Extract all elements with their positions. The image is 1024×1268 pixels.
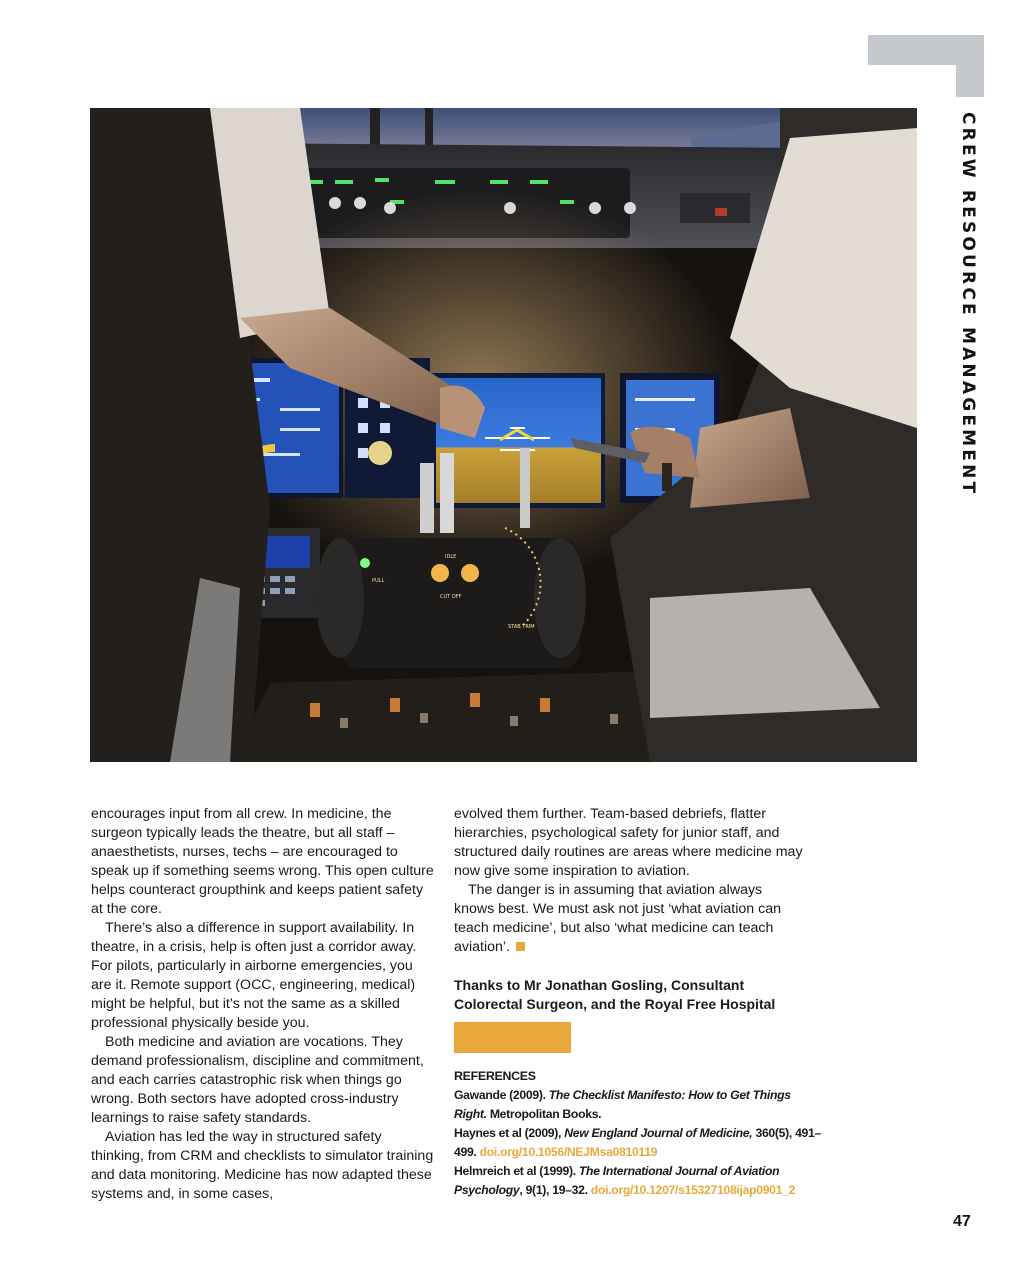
reference-doi-link[interactable]: doi.org/10.1056/NEJMsa0810119 <box>479 1145 658 1159</box>
accent-bar <box>454 1022 571 1053</box>
cockpit-photo <box>90 108 917 762</box>
reference-item <box>454 1124 824 1162</box>
paragraph: There’s also a difference in support availability. In theatre, in a crisis, help is often just a corridor away. For pilots, particularly in airborne emergencies, you are it. Remote support (OCC, engineering, medical) might be helpful, but it’s not the same as a skilled professional physically beside you. <box>91 920 417 1031</box>
reference-item <box>454 1086 824 1124</box>
corner-tab-leg <box>956 35 984 97</box>
photo-label-idle: IDLE <box>445 554 457 560</box>
reference-author: Haynes et al (2009), <box>454 1126 565 1140</box>
references-heading: REFERENCES <box>454 1069 536 1083</box>
right-column <box>454 805 804 957</box>
paragraph: Both medicine and aviation are vocations. They demand professionalism, discipline and commitment, and each carries catastrophic risk when things go wrong. Both sectors have adopted cross-industry learnings to raise safety standards. <box>91 1034 424 1126</box>
end-mark-square <box>516 942 525 951</box>
reference-details: 360(5), 491–499. <box>454 1126 821 1159</box>
reference-author: Gawande (2009). <box>454 1088 549 1102</box>
reference-details: , 9(1), 19–32. <box>519 1183 591 1197</box>
paragraph-final-text: The danger is in assuming that aviation always knows best. We must ask not just ‘what aviation can teach medicine’, but also ‘what medicine can teach aviation’. <box>454 882 781 955</box>
reference-item <box>454 1162 824 1200</box>
acknowledgement: Thanks to Mr Jonathan Gosling, Consultant Colorectal Surgeon, and the Royal Free Hospital <box>454 977 776 1012</box>
reference-author: Helmreich et al (1999). <box>454 1164 579 1178</box>
paragraph: Aviation has led the way in structured safety thinking, from CRM and checklists to simulator training and data monitoring. Medicine has now adapted these systems and, in some cases, <box>91 1129 434 1202</box>
reference-doi-link[interactable]: doi.org/10.1207/s15327108ijap0901_2 <box>590 1183 796 1197</box>
photo-label-stab-trim: STAB TRIM <box>508 624 535 630</box>
photo-label-pull: PULL <box>372 578 385 584</box>
references <box>454 1067 824 1200</box>
left-column <box>91 805 436 1204</box>
corner-tab-graphic <box>868 35 984 97</box>
section-label: CREW RESOURCE MANAGEMENT <box>958 112 978 497</box>
paragraph-final <box>454 881 804 957</box>
reference-title: The Checklist Manifesto: How to Get Things Right. <box>454 1088 791 1121</box>
reference-details: Metropolitan Books. <box>486 1107 602 1121</box>
paragraph: evolved them further. Team-based debriefs, flatter hierarchies, psychological safety for junior staff, and structured daily routines are areas where medicine may now give some inspiration to aviation. <box>454 806 803 879</box>
photo-label-cutoff: CUT OFF <box>440 594 462 600</box>
page-number: 47 <box>953 1213 971 1230</box>
reference-title: New England Journal of Medicine, <box>564 1126 753 1140</box>
paragraph: encourages input from all crew. In medicine, the surgeon typically leads the theatre, but all staff – anaesthetists, nurses, techs – are encouraged to speak up if something seems wrong. This open culture helps counteract groupthink and keeps patient safety at the core. <box>91 806 434 917</box>
reference-title: The International Journal of Aviation Psychology <box>454 1164 780 1197</box>
